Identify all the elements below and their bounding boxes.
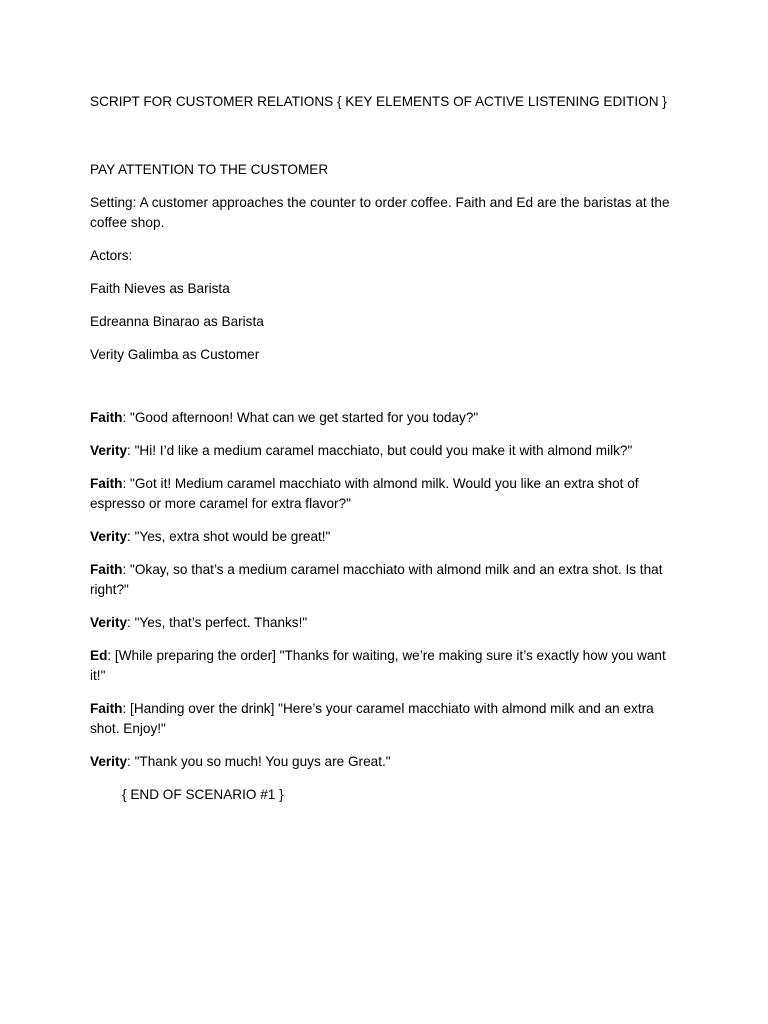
speaker-name: Verity: [90, 615, 128, 630]
speaker-name: Verity: [90, 529, 128, 544]
dialogue-line: [90, 646, 680, 686]
actors-label: Actors:: [90, 248, 133, 263]
actor-entry: Faith Nieves as Barista: [90, 281, 230, 296]
dialogue-line: [90, 752, 680, 772]
dialogue-text: : "Got it! Medium caramel macchiato with almond milk. Would you like an extra shot of espresso or more caramel for extra flavor?": [90, 476, 639, 511]
document-page: [90, 92, 680, 805]
dialogue-text: : [Handing over the drink] "Here’s your caramel macchiato with almond milk and an extra shot. Enjoy!": [90, 701, 654, 736]
dialogue-line: [90, 699, 680, 739]
actor-entry: Verity Galimba as Customer: [90, 347, 260, 362]
dialogue-text: : "Good afternoon! What can we get started for you today?": [122, 410, 479, 425]
speaker-name: Faith: [90, 701, 123, 716]
dialogue-text: : "Yes, that’s perfect. Thanks!": [127, 615, 308, 630]
actor-entry: Edreanna Binarao as Barista: [90, 314, 264, 329]
speaker-name: Faith: [90, 562, 123, 577]
dialogue-line: [90, 527, 680, 547]
speaker-name: Verity: [90, 754, 128, 769]
dialogue-line: [90, 613, 680, 633]
speaker-name: Faith: [90, 410, 123, 425]
dialogue-text: : "Hi! I’d like a medium caramel macchiato, but could you make it with almond milk?": [127, 443, 633, 458]
document-title: SCRIPT FOR CUSTOMER RELATIONS { KEY ELEMENTS OF ACTIVE LISTENING EDITION }: [90, 94, 667, 109]
dialogue-text: : [While preparing the order] "Thanks for waiting, we’re making sure it’s exactly how you want it!": [90, 648, 666, 683]
dialogue-text: : "Okay, so that’s a medium caramel macchiato with almond milk and an extra shot. Is that right?": [90, 562, 663, 597]
section-heading: PAY ATTENTION TO THE CUSTOMER: [90, 162, 329, 177]
speaker-name: Faith: [90, 476, 123, 491]
setting-paragraph: Setting: A customer approaches the counter to order coffee. Faith and Ed are the baristas at the coffee shop.: [90, 195, 670, 230]
end-of-scenario-marker: { END OF SCENARIO #1 }: [122, 787, 284, 802]
speaker-name: Ed: [90, 648, 108, 663]
dialogue-line: [90, 441, 680, 461]
speaker-name: Verity: [90, 443, 128, 458]
dialogue-line: [90, 560, 680, 600]
dialogue-line: [90, 474, 680, 514]
dialogue-text: : "Yes, extra shot would be great!": [127, 529, 331, 544]
dialogue-text: : "Thank you so much! You guys are Great.": [127, 754, 391, 769]
dialogue-line: [90, 408, 680, 428]
